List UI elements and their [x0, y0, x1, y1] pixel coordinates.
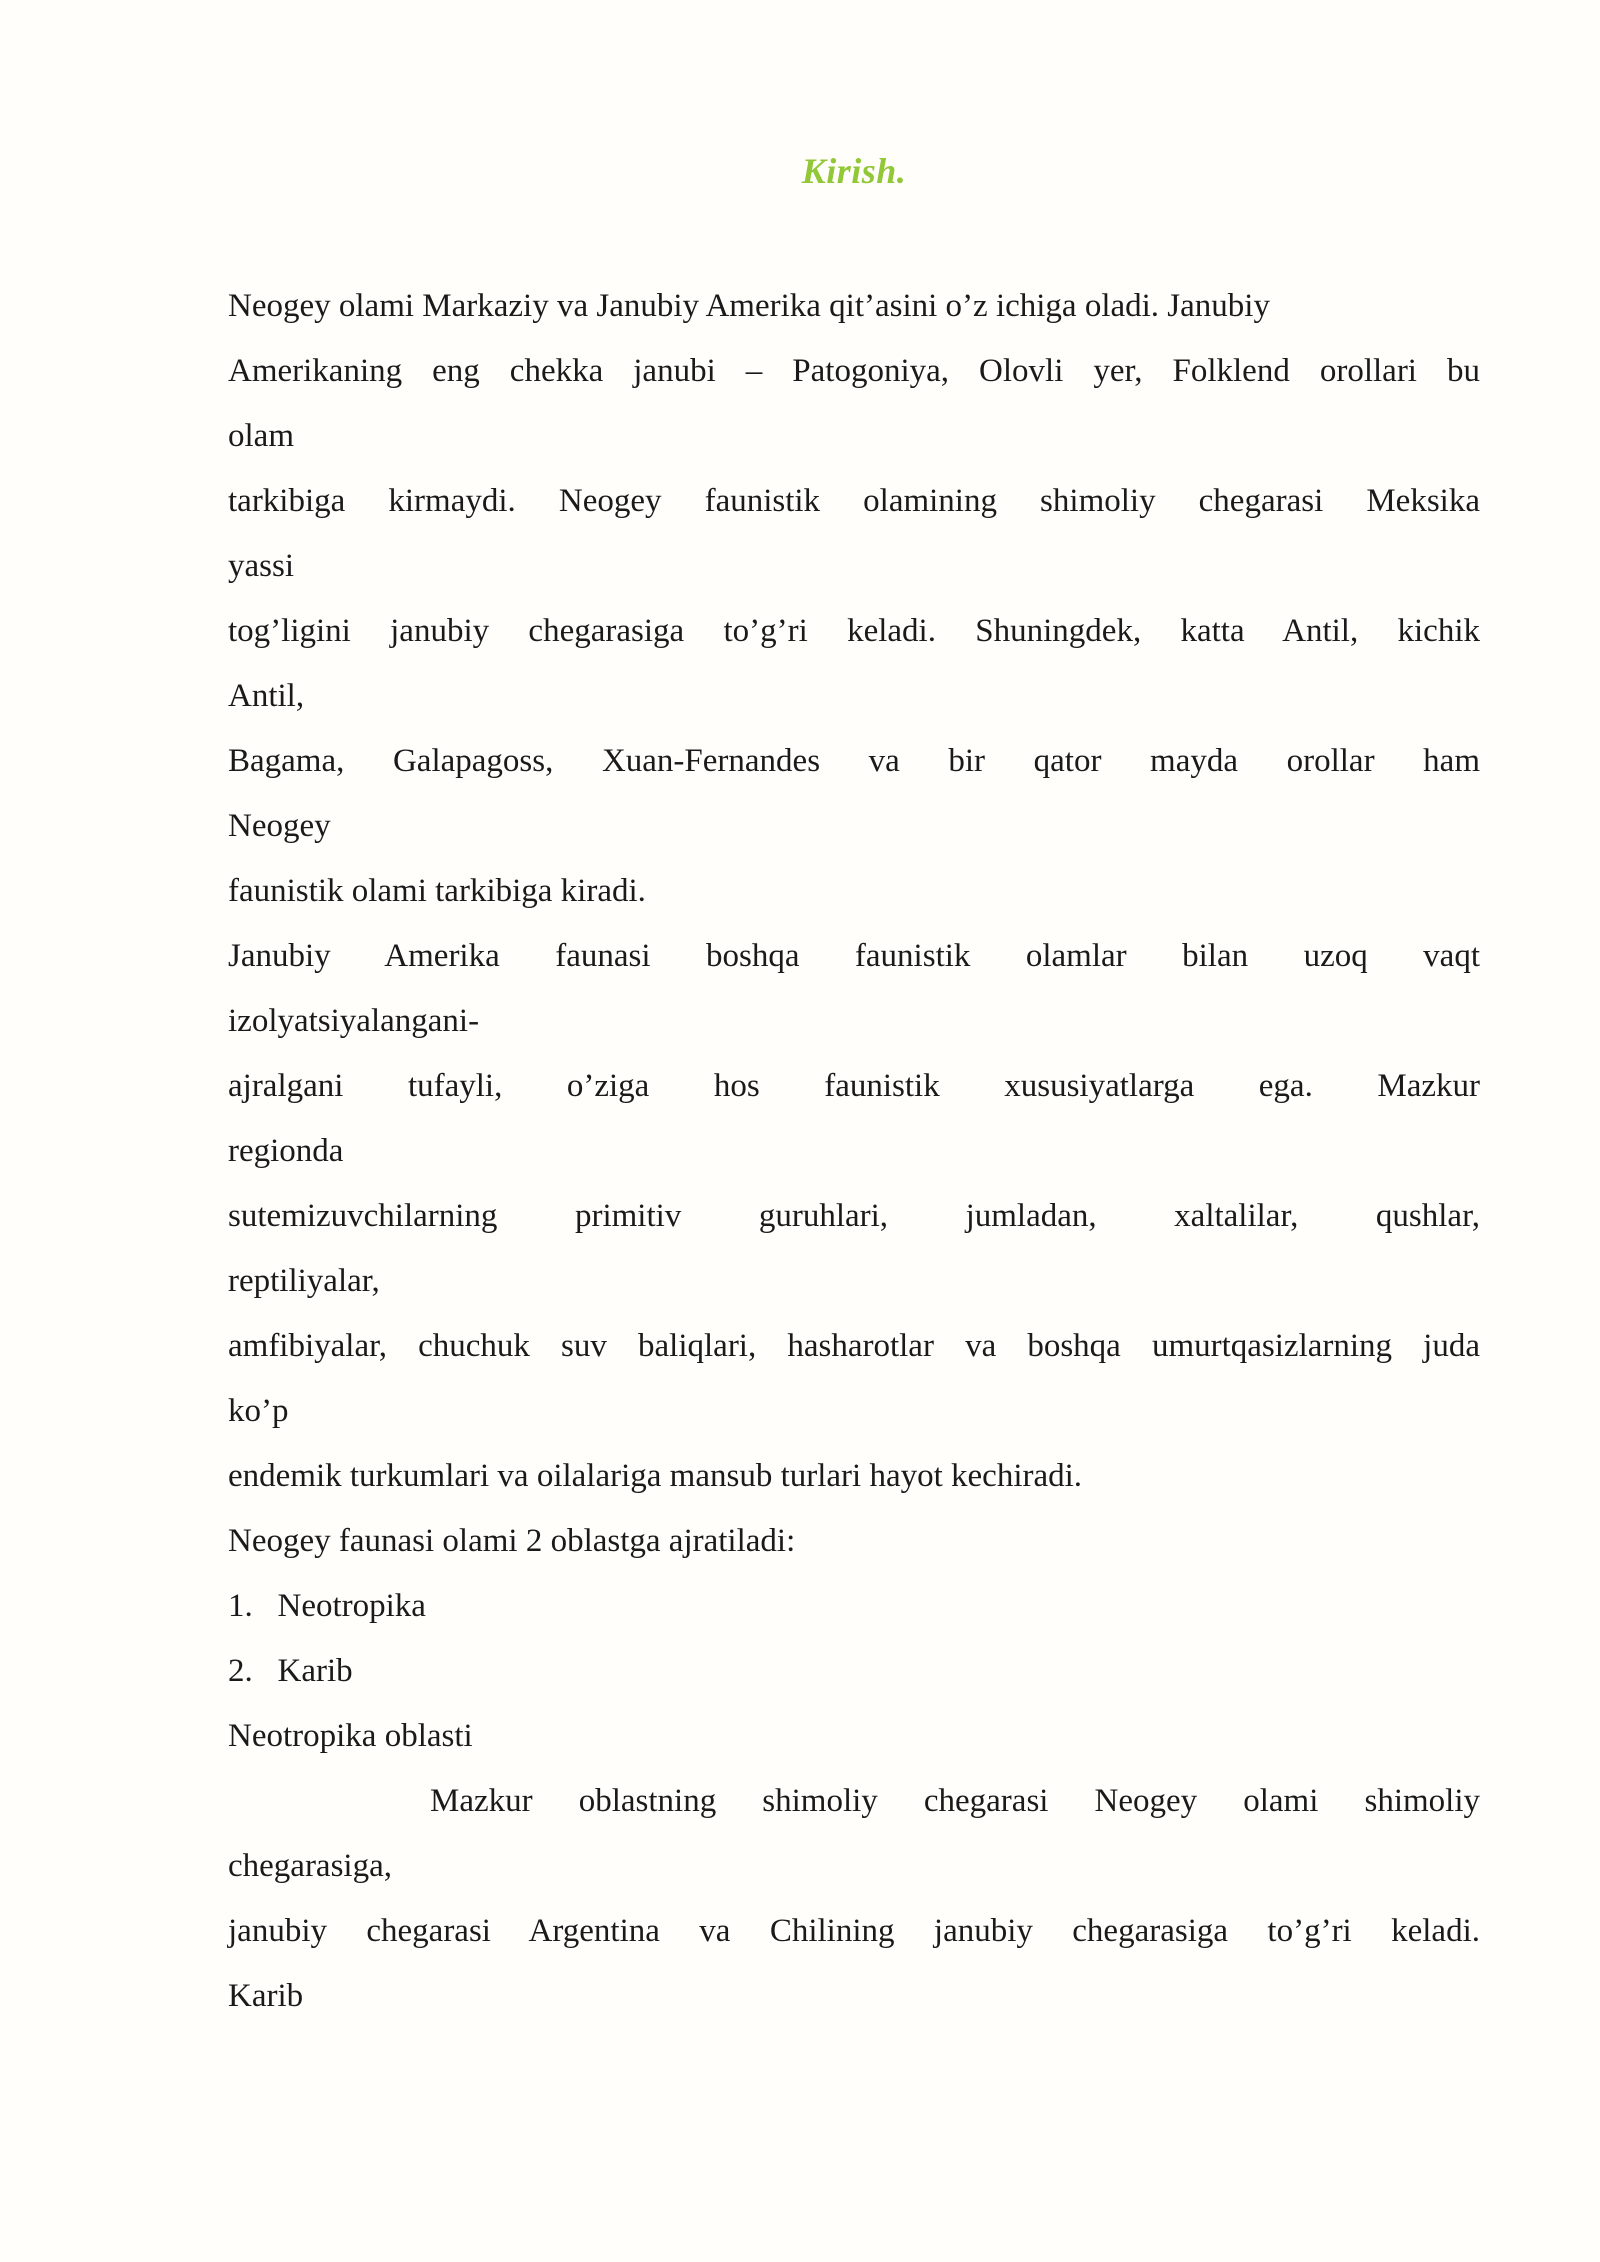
text-line: sutemizuvchilarning primitiv guruhlari, jumladan, xaltalilar, qushlar, — [228, 1198, 1480, 1234]
text-line: 2. Karib — [228, 1653, 353, 1689]
text-line: endemik turkumlari va oilalariga mansub turlari hayot kechiradi. — [228, 1458, 1083, 1494]
text-line: Neogey — [228, 808, 331, 844]
text-line: chegarasiga, — [228, 1848, 392, 1884]
text-line: izolyatsiyalangani- — [228, 1003, 480, 1039]
text-line: Antil, — [228, 678, 305, 714]
text-line: 1. Neotropika — [228, 1588, 426, 1624]
text-line: amfibiyalar, chuchuk suv baliqlari, hasharotlar va boshqa umurtqasizlarning juda — [228, 1328, 1480, 1364]
text-line: Mazkur oblastning shimoliy chegarasi Neogey olami shimoliy — [430, 1783, 1480, 1819]
text-line: olam — [228, 418, 294, 454]
text-line: Bagama, Galapagoss, Xuan-Fernandes va bir qator mayda orollar ham — [228, 743, 1480, 779]
text-line: tarkibiga kirmaydi. Neogey faunistik olamining shimoliy chegarasi Meksika — [228, 483, 1480, 519]
text-line: ajralgani tufayli, o’ziga hos faunistik xususiyatlarga ega. Mazkur — [228, 1068, 1480, 1104]
text-line: Neotropika oblasti — [228, 1718, 473, 1754]
text-line: janubiy chegarasi Argentina va Chilining janubiy chegarasiga to’g’ri keladi. — [228, 1913, 1480, 1949]
text-line: Amerikaning eng chekka janubi – Patogoniya, Olovli yer, Folklend orollari bu — [228, 353, 1480, 389]
text-line: tog’ligini janubiy chegarasiga to’g’ri keladi. Shuningdek, katta Antil, kichik — [228, 613, 1480, 649]
document-body — [228, 274, 1480, 2029]
text-line: ko’p — [228, 1393, 289, 1429]
text-line: Janubiy Amerika faunasi boshqa faunistik olamlar bilan uzoq vaqt — [228, 938, 1480, 974]
text-line: faunistik olami tarkibiga kiradi. — [228, 873, 646, 909]
text-line: regionda — [228, 1133, 344, 1169]
text-line: Neogey olami Markaziy va Janubiy Amerika qit’asini o’z ichiga oladi. Janubiy — [228, 288, 1270, 324]
text-line: reptiliyalar, — [228, 1263, 380, 1299]
page-title: Kirish. — [801, 151, 907, 191]
text-line: Karib — [228, 1978, 304, 2014]
text-line: Neogey faunasi olami 2 oblastga ajratiladi: — [228, 1523, 796, 1559]
text-line: yassi — [228, 548, 294, 584]
